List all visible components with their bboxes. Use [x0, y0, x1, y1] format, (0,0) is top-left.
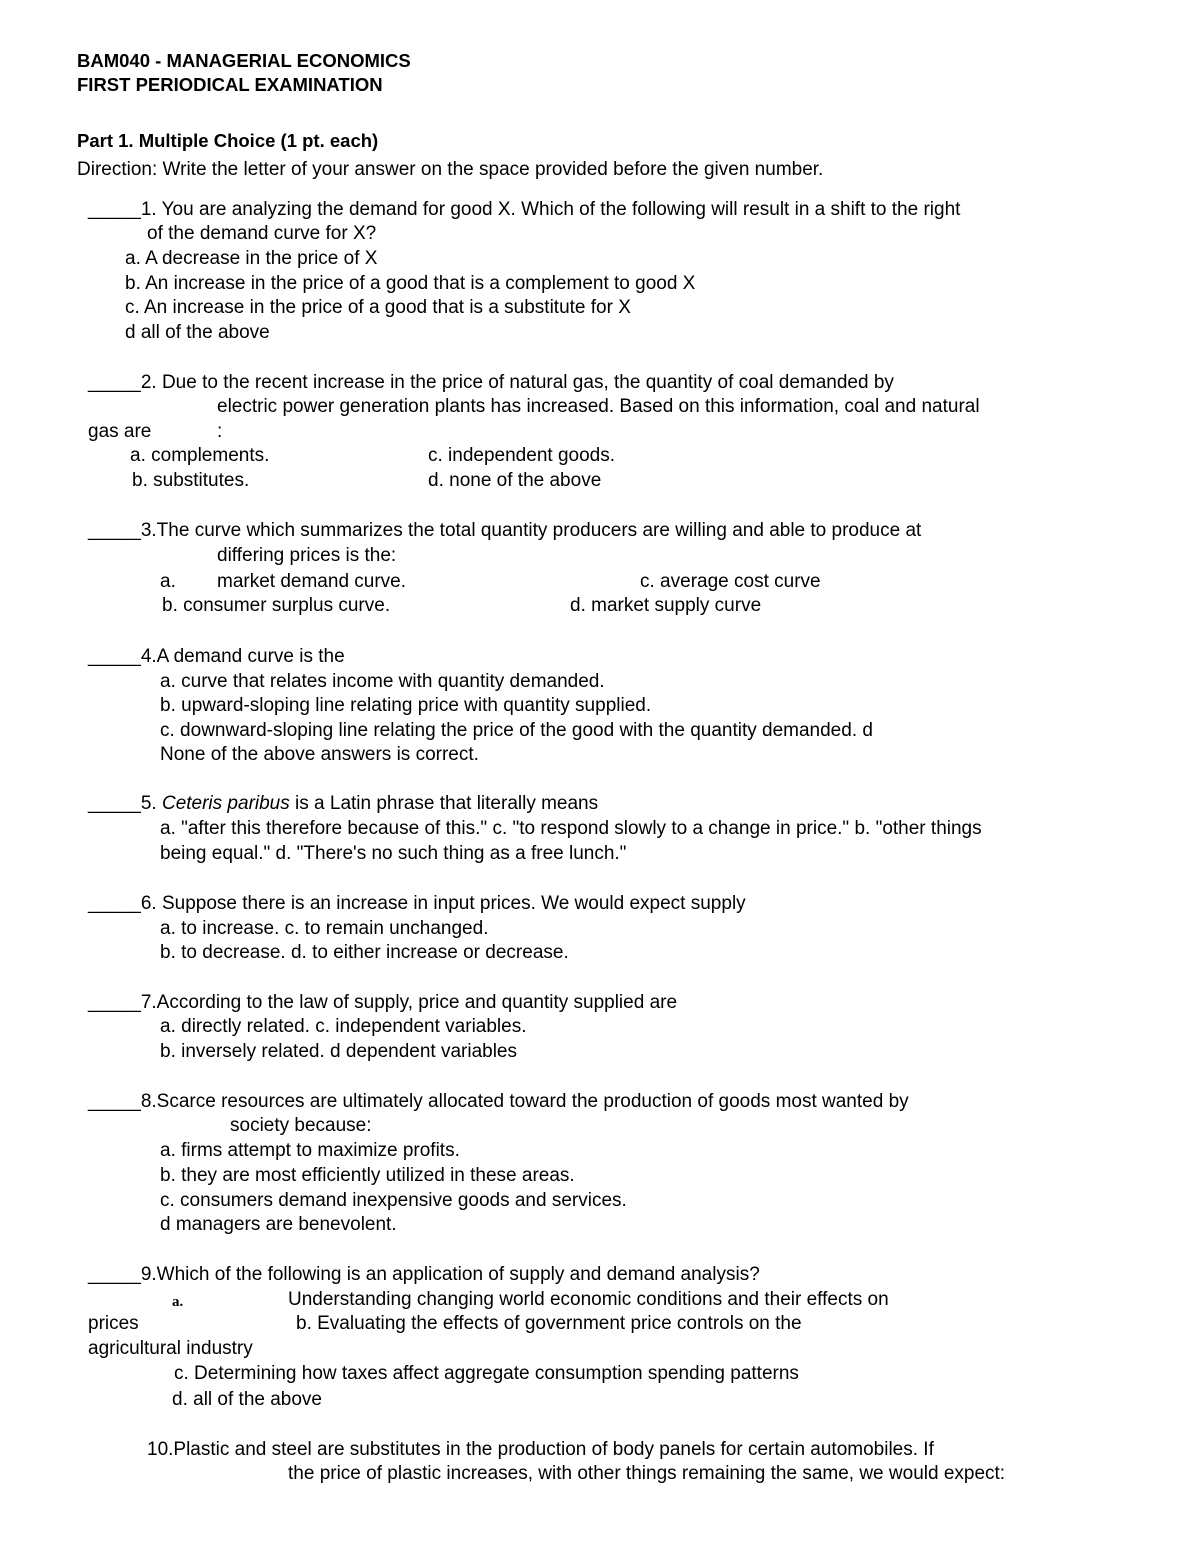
question-9-option-b: b. Evaluating the effects of government price controls on the	[296, 1313, 802, 1334]
question-1-stem-cont: of the demand curve for X?	[147, 223, 377, 244]
question-3-option-d: d. market supply curve	[570, 595, 762, 616]
question-10-stem-cont: the price of plastic increases, with other things remaining the same, we would expect:	[288, 1463, 1006, 1484]
question-6-options-line1: a. to increase. c. to remain unchanged.	[160, 918, 489, 939]
question-2-stem: _____2. Due to the recent increase in the price of natural gas, the quantity of coal demanded by	[88, 372, 894, 393]
question-6-stem: _____6. Suppose there is an increase in input prices. We would expect supply	[88, 893, 746, 914]
question-2-option-d: d. none of the above	[428, 470, 602, 491]
question-3-stem-cont: differing prices is the:	[217, 545, 397, 566]
question-9-option-c: c. Determining how taxes affect aggregate consumption spending patterns	[174, 1363, 799, 1384]
question-9-option-b-cont: agricultural industry	[88, 1338, 253, 1359]
question-3-option-c: c. average cost curve	[640, 571, 821, 592]
question-8-option-a: a. firms attempt to maximize profits.	[160, 1140, 460, 1161]
question-2-stem-end: gas are	[88, 421, 152, 442]
question-2-blank-colon: :	[217, 421, 223, 442]
exam-title: FIRST PERIODICAL EXAMINATION	[77, 74, 383, 95]
question-1-stem: _____1. You are analyzing the demand for good X. Which of the following will result in a shift to the right	[88, 199, 961, 220]
question-3-option-a-letter: a.	[160, 571, 176, 592]
question-1-option-d: d all of the above	[125, 322, 270, 343]
question-1-option-a: a. A decrease in the price of X	[125, 248, 378, 269]
question-2-option-c: c. independent goods.	[428, 445, 615, 466]
question-5-suffix: is a Latin phrase that literally means	[289, 793, 599, 814]
question-9-option-d: d. all of the above	[172, 1389, 322, 1410]
question-3-option-a: market demand curve.	[217, 571, 407, 592]
question-8-stem: _____8.Scarce resources are ultimately allocated toward the production of goods most wanted by	[88, 1091, 909, 1112]
question-9-option-a: Understanding changing world economic conditions and their effects on	[288, 1289, 889, 1310]
question-5-options-line1: a. "after this therefore because of this." c. "to respond slowly to a change in price." b. "other things	[160, 818, 982, 839]
question-5-options-line2: being equal." d. "There's no such thing as a free lunch."	[160, 843, 627, 864]
question-8-option-d: d managers are benevolent.	[160, 1214, 397, 1235]
question-4-option-a: a. curve that relates income with quantity demanded.	[160, 671, 605, 692]
question-7-options-line1: a. directly related. c. independent variables.	[160, 1016, 527, 1037]
question-9-stem: _____9.Which of the following is an application of supply and demand analysis?	[88, 1264, 760, 1285]
question-5-stem	[88, 792, 598, 816]
question-4-option-c: c. downward-sloping line relating the price of the good with the quantity demanded. d	[160, 720, 873, 741]
question-4-stem: _____4.A demand curve is the	[88, 646, 345, 667]
question-8-stem-cont: society because:	[230, 1115, 372, 1136]
question-5-latin-term: Ceteris paribus	[161, 793, 290, 814]
question-7-options-line2: b. inversely related. d dependent variables	[160, 1041, 518, 1062]
question-3-stem: _____3.The curve which summarizes the total quantity producers are willing and able to produce at	[88, 520, 922, 541]
question-1-option-c: c. An increase in the price of a good that is a substitute for X	[125, 297, 631, 318]
course-title: BAM040 - MANAGERIAL ECONOMICS	[77, 50, 411, 71]
question-2-option-a: a. complements.	[130, 445, 270, 466]
question-4-option-b: b. upward-sloping line relating price with quantity supplied.	[160, 695, 652, 716]
question-1-option-b: b. An increase in the price of a good that is a complement to good X	[125, 273, 696, 294]
question-6-options-line2: b. to decrease. d. to either increase or decrease.	[160, 942, 569, 963]
part1-title: Part 1. Multiple Choice (1 pt. each)	[77, 130, 379, 151]
question-2-stem-cont: electric power generation plants has increased. Based on this information, coal and natural	[217, 396, 980, 417]
question-10-stem: 10.Plastic and steel are substitutes in the production of body panels for certain automobiles. If	[147, 1439, 934, 1460]
question-9-option-a-cont: prices	[88, 1313, 139, 1334]
question-8-option-c: c. consumers demand inexpensive goods and services.	[160, 1190, 627, 1211]
question-7-stem: _____7.According to the law of supply, price and quantity supplied are	[88, 992, 678, 1013]
question-8-option-b: b. they are most efficiently utilized in these areas.	[160, 1165, 575, 1186]
question-9-option-a-letter: a.	[172, 1294, 184, 1310]
question-2-option-b: b. substitutes.	[132, 470, 250, 491]
question-5-prefix: _____5.	[88, 793, 162, 814]
part1-direction: Direction: Write the letter of your answer on the space provided before the given number.	[77, 159, 824, 180]
question-3-option-b: b. consumer surplus curve.	[162, 595, 391, 616]
question-4-option-d: None of the above answers is correct.	[160, 744, 479, 765]
